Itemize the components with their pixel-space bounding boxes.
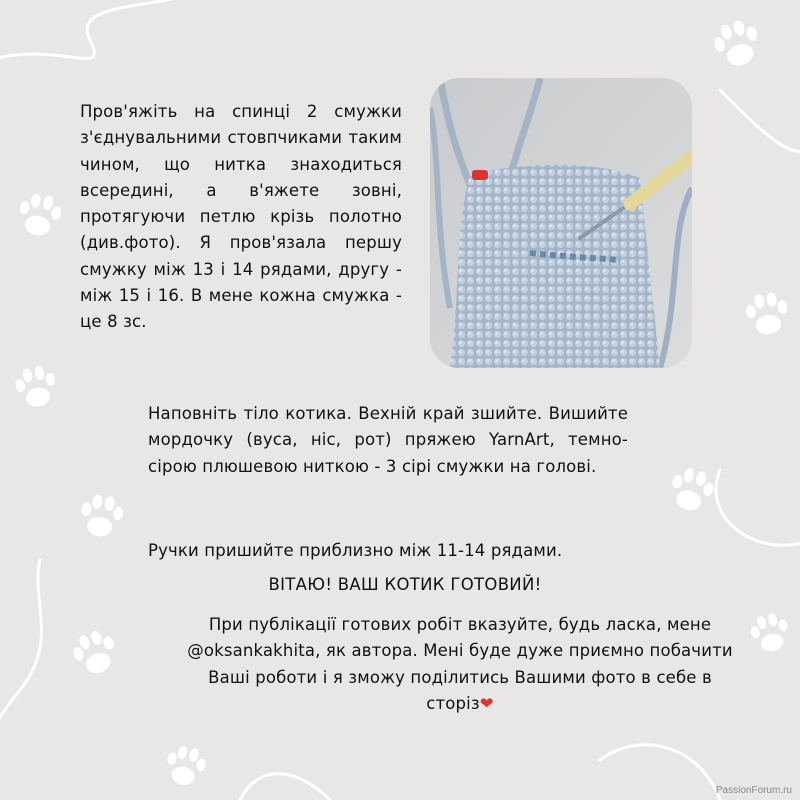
paw-icon xyxy=(66,625,124,683)
author-note xyxy=(180,612,740,717)
paw-icon xyxy=(72,488,130,546)
paw-icon xyxy=(738,286,796,344)
crochet-photo-image xyxy=(430,78,692,368)
heart-icon: ❤ xyxy=(479,693,494,713)
paw-icon xyxy=(8,360,64,416)
paw-icon xyxy=(744,608,796,660)
paw-icon xyxy=(706,14,768,76)
congrats-heading: ВІТАЮ! ВАШ КОТИК ГОТОВИЙ! xyxy=(268,575,542,594)
crochet-photo xyxy=(430,78,692,368)
instruction-paragraph-1: Пров'яжіть на спинці 2 смужки з'єднувальними стовпчиками таким чином, що нитка знаходиться всередині, а в'яжете зовні, протягуючи петлю крізь полотно (див.фото). Я пров'язала першу смужку між 13 і 14 рядами, другу - між 15 і 16. В мене кожна смужка - це 8 зс. xyxy=(80,102,402,332)
instruction-paragraph-2: Наповніть тіло котика. Вехній край зшийте. Вишийте мордочку (вуса, ніс, рот) пряжею YarnArt, темно-сірою плюшевою ниткою - 3 сірі смужки на голові. xyxy=(148,404,628,476)
paw-icon xyxy=(662,462,720,520)
paw-icon xyxy=(158,740,212,794)
watermark: PassionForum.ru xyxy=(715,785,792,796)
paw-icon xyxy=(10,187,68,245)
instruction-paragraph-3: Ручки пришийте приблизно між 11-14 рядами. xyxy=(148,541,563,560)
author-note-text: При публікації готових робіт вказуйте, будь ласка, мене @oksankakhita, як автора. Мені буде дуже приємно побачити Ваші роботи і я зможу поділитись Вашими фото в себе в сторіз xyxy=(187,615,733,713)
